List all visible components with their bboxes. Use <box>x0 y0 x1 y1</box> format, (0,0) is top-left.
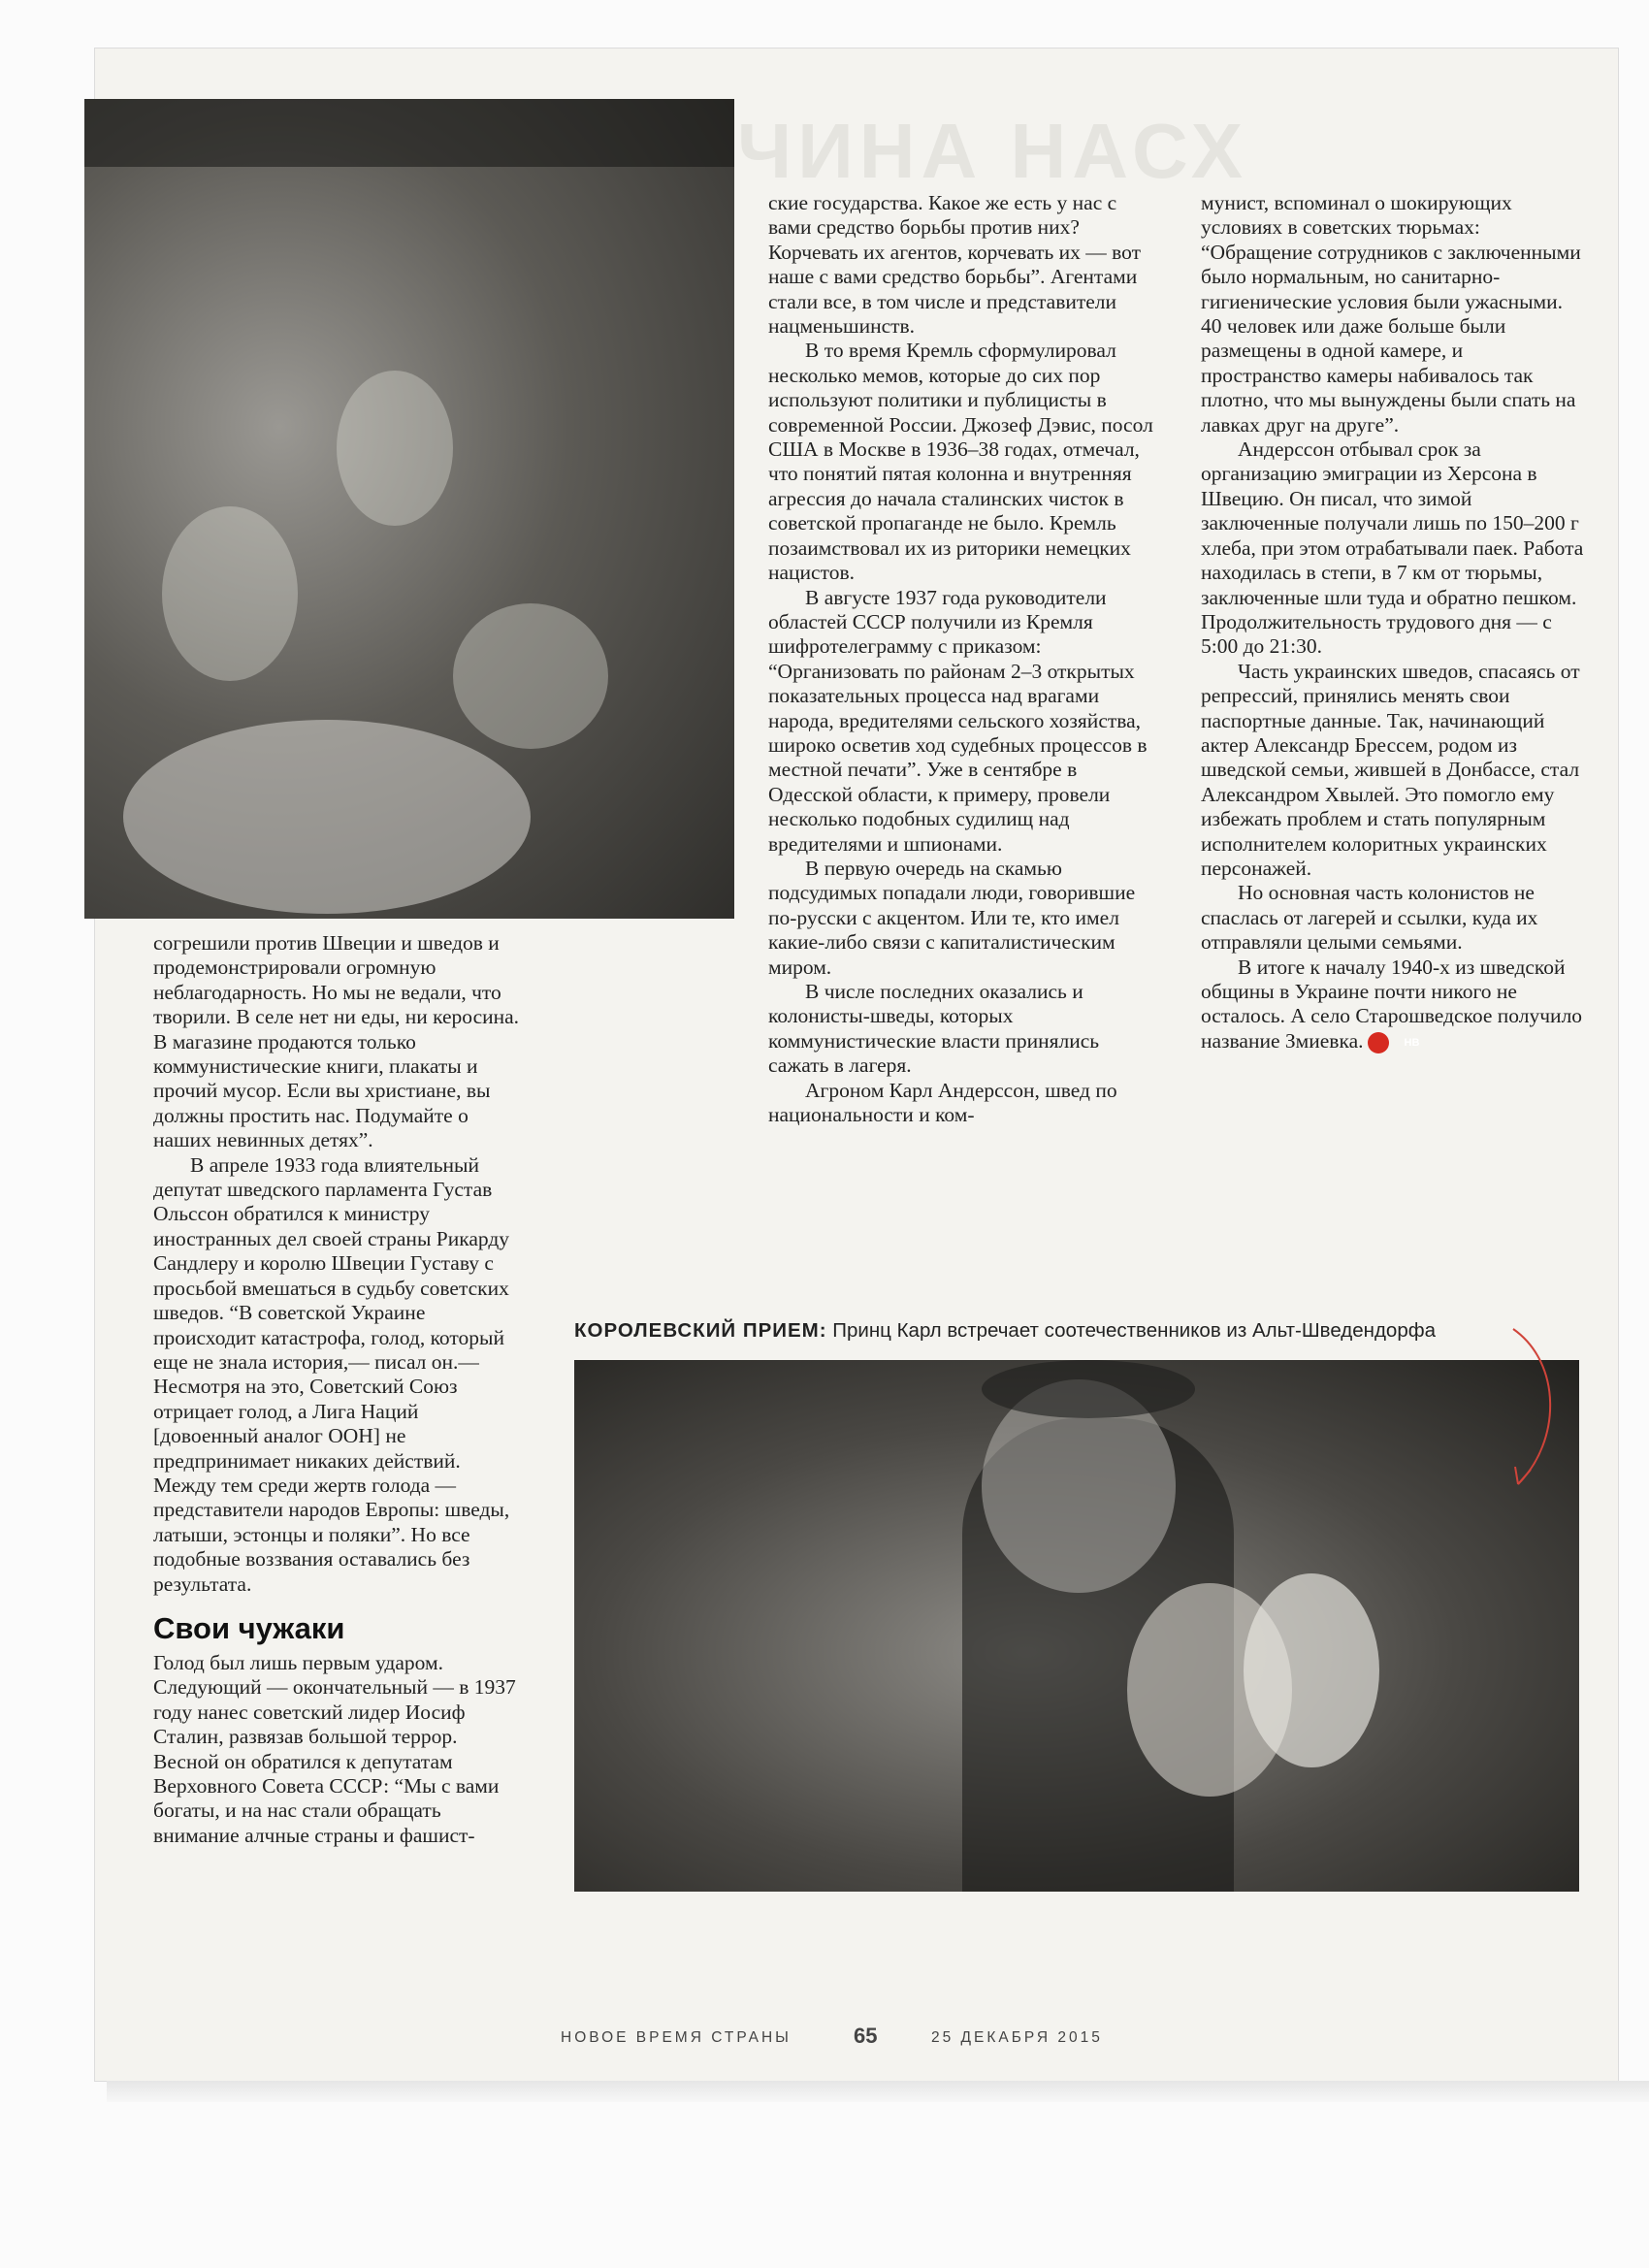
paragraph: В то время Кремль сформулировал несколько мемов, которые до сих пор используют политики и публицисты в современной России. Джозеф Дэвис, посол США в Москве в 1936–38 годах, отмечал, что понятий пятая колонна и внутренняя агрессия до начала сталинских чисток в советской пропаганде не было. Кремль позаимствовал их из риторики немецких нацистов. <box>768 339 1153 585</box>
caption-label: КОРОЛЕВСКИЙ ПРИЕМ: <box>574 1319 827 1342</box>
photo-crowd <box>574 1360 1579 1892</box>
photo-wreath <box>982 1360 1195 1418</box>
paragraph: В апреле 1933 года влиятельный депутат шведского парламента Густав Ольссон обратился к министру иностранных дел своей страны Рикарду Сандлеру и королю Швеции Густаву с просьбой вмешаться в судьбу советских шведов. “В советской Украине происходит катастрофа, голод, который еще не знала история,— писал он.— Несмотря на это, Советский Союз отрицает голод, а Лига Наций [довоенный аналог ООН] не предпринимает никаких действий. Между тем среди жертв голода — представители народов Европы: шведы, латыши, эстонцы и поляки”. Но все подобные воззвания оставались без результата. <box>153 1152 510 1596</box>
photo-restaurant <box>84 99 734 919</box>
ghost-heading: ЧИНА НАСХ <box>737 108 1249 194</box>
photo-figure <box>162 506 298 681</box>
section-subheading: Свои чужаки <box>153 1610 345 1645</box>
paragraph: Голод был лишь первым ударом. Следующий — окончательный — в 1937 году нанес советский лидер Иосиф Сталин, развязав большой террор. Весной он обратился к депутатам Верховного Совета СССР: “Мы с вами богаты, и на нас стали обращать внимание алчные страны и фашист- <box>153 1650 516 1847</box>
paragraph-last <box>1201 956 1584 1054</box>
paragraph: ские государства. Какое же есть у нас с вами средство борьбы против них? Корчевать их агентов, корчевать их — вот наше с вами средство борьбы”. Агентами стали все, в том числе и представители нацменьшинств. <box>768 191 1142 339</box>
footer-magazine: НОВОЕ ВРЕМЯ СТРАНЫ <box>561 2029 792 2046</box>
column-middle <box>768 191 1156 1127</box>
footer-page-number: 65 <box>854 2024 878 2048</box>
paragraph: Андерссон отбывал срок за организацию эмиграции из Херсона в Швецию. Он писал, что зимой заключенные получали лишь по 150–200 г хлеба, при этом отрабатывали паек. Работа находилась в степи, в 7 км от тюрьмы, заключенные шли туда и обратно пешком. Продолжительность трудового дня — с 5:00 до 21:30. <box>1201 437 1584 659</box>
paragraph: Агроном Карл Андерссон, швед по национальности и ком- <box>768 1078 1117 1127</box>
page-edge <box>107 2081 1649 2102</box>
photo-caption <box>574 1319 1583 1343</box>
photo-ceiling <box>84 99 734 167</box>
paragraph-text: В итоге к началу 1940-х из шведской общины в Украине почти никого не осталось. А село Старошведское получило название Змиевка. <box>1201 955 1583 1053</box>
curved-arrow-icon <box>1504 1324 1571 1499</box>
column-right <box>1201 191 1584 1053</box>
paragraph: В августе 1937 года руководители областей СССР получили из Кремля шифротелеграмму с приказом: “Организовать по районам 2–3 открытых показательных процесса над врагами народа, вредителями сельского хозяйства, широко осветив ход судебных процессов в местной печати”. Уже в сентябре в Одесской области, к примеру, провели несколько подобных судилищ над вредителями и шпионами. <box>768 585 1148 856</box>
paragraph: мунист, вспоминал о шокирующих условиях в советских тюрьмах: “Обращение сотрудников с заключенными было нормальным, но санитарно-гигиенические условия были ужасными. 40 человек или даже больше были размещены в одной камере, и пространство камеры набивалось так плотно, что мы вынуждены были спать на лавках друг на друге”. <box>1201 191 1581 437</box>
paragraph: Но основная часть колонистов не спаслась от лагерей и ссылки, куда их отправляли целыми семьями. <box>1201 881 1538 955</box>
photo-blur-foreground <box>123 720 531 914</box>
paragraph: В числе последних оказались и колонисты-шведы, которых коммунистические власти принялись сажать в лагеря. <box>768 980 1100 1078</box>
photo-baby <box>1244 1573 1379 1767</box>
paragraph: В первую очередь на скамью подсудимых попадали люди, говорившие по-русски с акцентом. Или те, кто имел какие-либо связи с капиталистическим миром. <box>768 856 1136 979</box>
photo-figure <box>453 603 608 749</box>
end-mark-icon: НВ <box>1368 1032 1389 1053</box>
paragraph: согрешили против Швеции и шведов и продемонстрировали огромную неблагодарность. Но мы не ведали, что творили. В селе нет ни еды, ни керосина. В магазине продаются только коммунистические книги, плакаты и прочий мусор. Если вы христиане, вы должны простить нас. Подумайте о наших невинных детях”. <box>153 931 520 1152</box>
photo-figure <box>337 371 453 526</box>
footer-date: 25 ДЕКАБРЯ 2015 <box>931 2029 1103 2046</box>
caption-text: Принц Карл встречает соотечественников из Альт-Шведендорфа <box>826 1319 1436 1342</box>
paragraph: Часть украинских шведов, спасаясь от репрессий, принялись менять свои паспортные данные. Так, начинающий актер Александр Брессем, родом из шведской семьи, жившей в Донбассе, стал Александром Хвылей. Это помогло ему избежать проблем и стать популярным исполнителем колоритных украинских персонажей. <box>1201 659 1580 880</box>
column-left <box>153 931 527 1848</box>
